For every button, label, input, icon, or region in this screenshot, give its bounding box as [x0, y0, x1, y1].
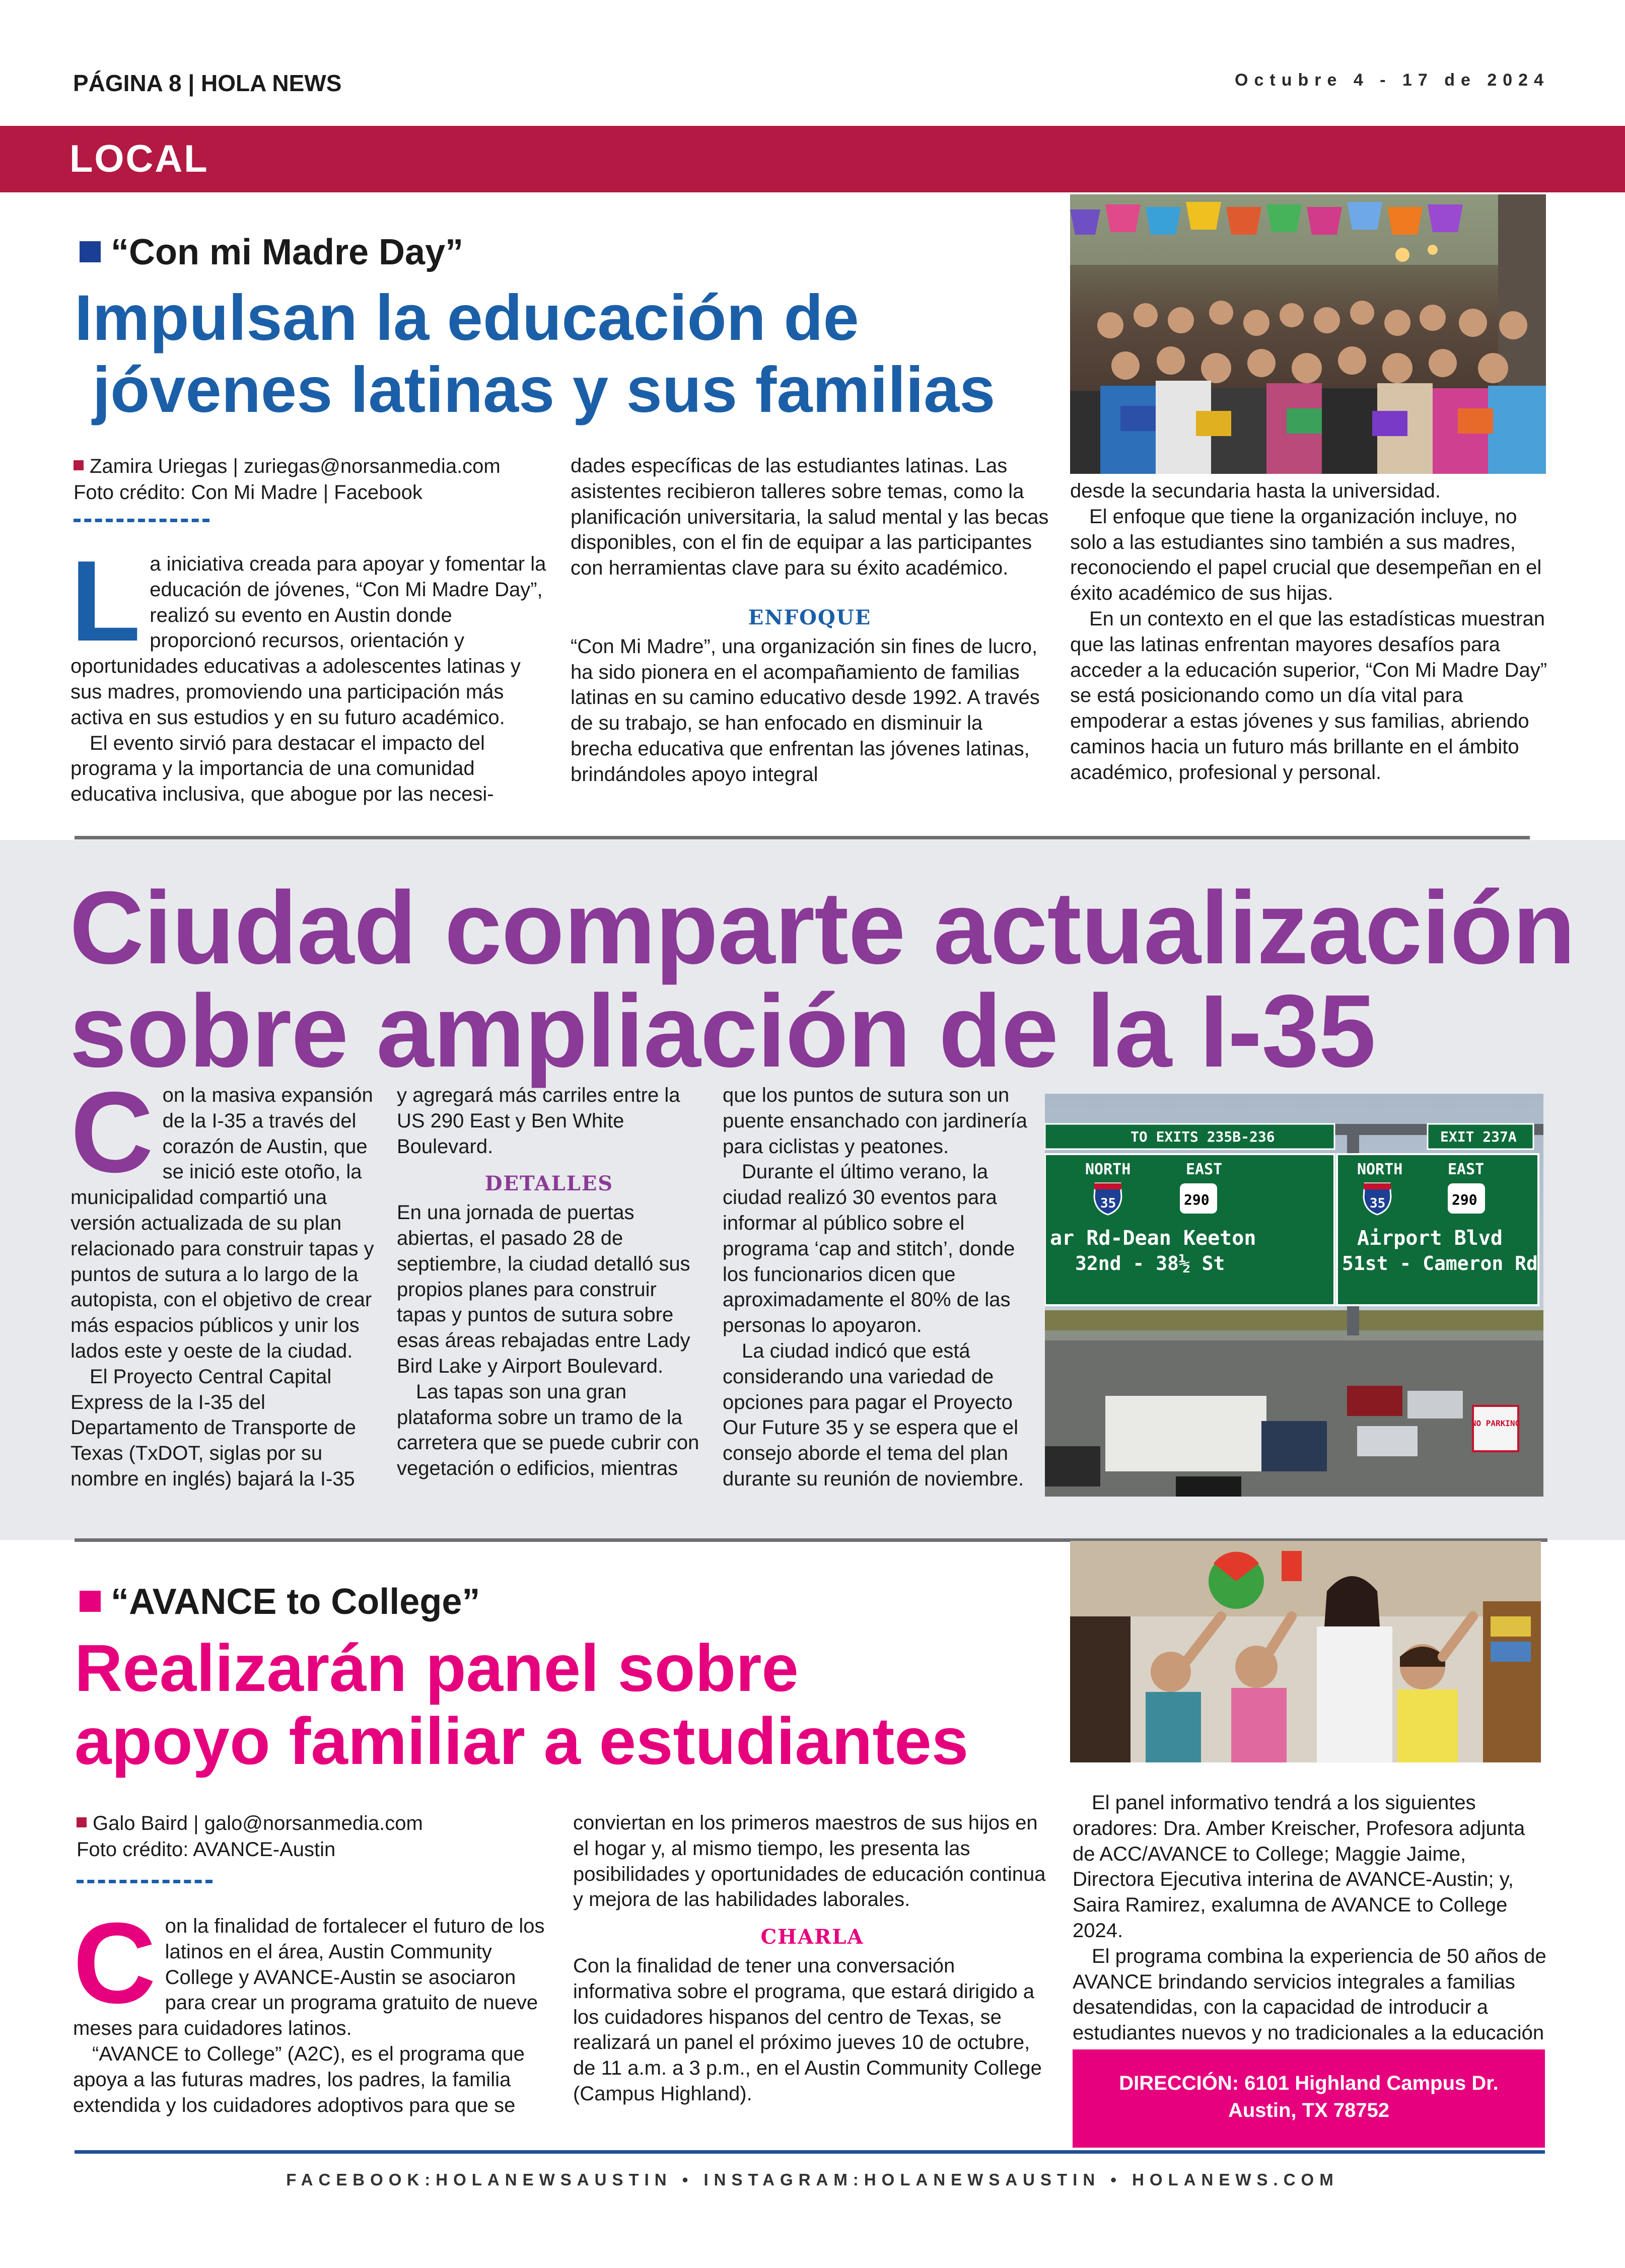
- article3-subhead: CHARLA: [760, 1925, 864, 1949]
- article3-column2: [573, 1810, 1051, 2107]
- article3-column1: [73, 1899, 551, 2118]
- article1-kicker-text: “Con mi Madre Day”: [111, 232, 464, 272]
- article2-col2-paragraph: y agregará más carriles entre la US 290 East y Ben White Boulevard.: [397, 1084, 680, 1158]
- svg-text:EAST: EAST: [1448, 1161, 1485, 1178]
- address-box: [1073, 2049, 1545, 2148]
- children-photo-icon: [1070, 1541, 1541, 1762]
- article2-headline-line2: sobre ampliación de la I-35: [69, 973, 1376, 1089]
- square-bullet-icon: [77, 1817, 87, 1827]
- article2-column2: [397, 1083, 701, 1481]
- article3-headline-line2: apoyo familiar a estudiantes: [75, 1704, 969, 1779]
- article1-col2-paragraph: “Con Mi Madre”, una organización sin fines de lucro, ha sido pionera en el acompañamiento de familias latinas en su camino educativo desde 1992. A través de su trabajo, se han enfocado en disminuir la brecha educativa que enfrentan las jóvenes latinas, brindándoles apoyo integral: [571, 635, 1040, 786]
- article3-byline: [77, 1810, 540, 1863]
- article1-author: Zamira Uriegas | zuriegas@norsanmedia.com: [90, 455, 501, 477]
- article3-author: Galo Baird | galo@norsanmedia.com: [93, 1812, 423, 1834]
- article3-col2-paragraph: Con la finalidad de tener una conversación informativa sobre el programa, que estará dirigido a los cuidadores hispanos del centro de Texas, se realizará un panel el próximo jueves 10 de octubre, de 11 a.m. a 3 p.m., en el Austin Community College (Campus Highland).: [573, 1954, 1042, 2105]
- article2-col2-paragraph: En una jornada de puertas abiertas, el pasado 28 de septiembre, la ciudad detalló sus propios planes para construir tapas y puntos de sutura sobre esas áreas rebajadas entre Lady Bird Lake y Airport Boulevard.: [397, 1201, 690, 1377]
- us-route-shield-icon: [1448, 1183, 1485, 1214]
- article3-photo-credit: Foto crédito: AVANCE-Austin: [77, 1838, 336, 1861]
- svg-text:Airport Blvd: Airport Blvd: [1357, 1227, 1503, 1250]
- svg-text:51st - Cameron Rd: 51st - Cameron Rd: [1342, 1252, 1538, 1274]
- svg-text:ar Rd-Dean Keeton: ar Rd-Dean Keeton: [1050, 1227, 1256, 1250]
- article2-dropcap: C: [70, 1069, 154, 1196]
- article1-headline-line2: jóvenes latinas y sus familias: [75, 354, 996, 427]
- article2-col1-paragraph: on la masiva expansión de la I-35 a través del corazón de Austin, que se inició este otoño, la municipalidad compartió una versión actualizada de su plan relacionado para construir tapas y puntos de sutura a lo largo de la autopista, con el objetivo de crear más espacios públicos y unir los lados este y oeste de la ciudad.: [70, 1084, 374, 1362]
- svg-text:35: 35: [1100, 1196, 1116, 1211]
- article1-col2-paragraph: dades específicas de las estudiantes latinas. Las asistentes recibieron talleres sobre temas, como la planificación universitaria, la salud mental y las becas disponibles, con el fin de equipar a las participantes con herramientas clave para su éxito académico.: [571, 455, 1049, 580]
- article1-subhead: ENFOQUE: [748, 605, 872, 629]
- section-bar: [0, 126, 1625, 192]
- article1-column1: [70, 537, 549, 807]
- article3-headline-line1: Realizarán panel sobre: [75, 1631, 799, 1705]
- article1-headline: [75, 282, 995, 427]
- section-label: LOCAL: [69, 137, 209, 180]
- article2-col2-paragraph: Las tapas son una gran plataforma sobre un tramo de la carretera que se puede cubrir con vegetación o edificios, mientras: [397, 1380, 699, 1480]
- article1-byline: [74, 453, 537, 506]
- article3-col2-paragraph: conviertan en los primeros maestros de sus hijos en el hogar y, al mismo tiempo, les presenta las posibilidades y oportunidades de educación continua y mejora de las habilidades laborales.: [573, 1812, 1046, 1911]
- footer-divider: [75, 2150, 1545, 2154]
- article3-column3: [1073, 1790, 1548, 2072]
- article2-column1: [70, 1069, 375, 1492]
- sign1-top: TO EXITS 235B-236: [1131, 1128, 1275, 1145]
- article3-photo: [1070, 1541, 1541, 1762]
- article1-col1-paragraph: El evento sirvió para destacar el impacto del programa y la importancia de una comunidad educativa inclusiva, que abogue por las necesi-: [70, 732, 494, 806]
- article1-col1-paragraph: a iniciativa creada para apoyar y fomentar la educación de jóvenes, “Con Mi Madre Day”, realizó su evento en Austin donde proporcionó recursos, orientación y oportunidades educativas a adolescentes latinas y sus madres, promoviendo una participación más activa en sus estudios y en su futuro académico.: [70, 553, 546, 729]
- article1-column3: [1070, 478, 1548, 786]
- square-bullet-icon: [80, 241, 101, 262]
- issue-date: Octubre 4 - 17 de 2024: [1235, 70, 1549, 90]
- article3-dropcap: C: [73, 1899, 156, 2027]
- article1-photo-credit: Foto crédito: Con Mi Madre | Facebook: [74, 481, 422, 504]
- article1-dropcap: L: [70, 537, 141, 665]
- highway-sign-photo-icon: [1045, 1094, 1543, 1497]
- byline-divider: [74, 519, 209, 522]
- footer-social-links: FACEBOOK:HOLANEWSAUSTIN • INSTAGRAM:HOLANEWSAUSTIN • HOLANEWS.COM: [286, 2170, 1339, 2189]
- address-line1: DIRECCIÓN: 6101 Highland Campus Dr.: [1119, 2072, 1499, 2094]
- article1-col3-paragraph: desde la secundaria hasta la universidad.: [1070, 480, 1441, 502]
- article2-column3: [723, 1083, 1027, 1492]
- article2-col3-paragraph: La ciudad indicó que está considerando una variedad de opciones para pagar el Proyecto Our Future 35 y se espera que el consejo aborde el tema del plan durante su reunión de noviembre.: [723, 1339, 1024, 1490]
- square-bullet-icon: [74, 460, 84, 470]
- article2-col3-paragraph: Durante el último verano, la ciudad realizó 30 eventos para informar al público sobre el programa ‘cap and stitch’, donde los funcionarios dicen que aproximadamente el 80% de las personas lo apoyaron.: [723, 1161, 1015, 1337]
- article3-col3-paragraph: El programa combina la experiencia de 50 años de AVANCE brindando servicios integrales a familias desatendidas, con la capacidad de introducir a estudiantes nuevos y no tradicionales a la educación: [1073, 1945, 1546, 2044]
- article3-col1-paragraph: “AVANCE to College” (A2C), es el programa que apoya a las futuras madres, los padres, la familia extendida y los cuidadores adoptivos para que se: [73, 2042, 525, 2116]
- svg-text:NORTH: NORTH: [1357, 1161, 1403, 1178]
- page-folio: PÁGINA 8 | HOLA NEWS: [73, 70, 342, 96]
- article2-photo: [1045, 1094, 1543, 1497]
- svg-text:290: 290: [1184, 1191, 1210, 1208]
- article1-headline-line1: Impulsan la educación de: [75, 282, 859, 354]
- article2-headline: [69, 870, 1575, 1089]
- svg-text:EXIT 237A: EXIT 237A: [1440, 1128, 1517, 1145]
- article1-col3-paragraph: El enfoque que tiene la organización incluye, no solo a las estudiantes sino también a sus madres, reconociendo el papel crucial que desempeñan en el éxito académico de sus hijas.: [1070, 505, 1542, 605]
- article3-kicker: [80, 1581, 480, 1622]
- article2-col1-paragraph: El Proyecto Central Capital Express de la I-35 del Departamento de Transporte de Texas (TxDOT, siglas por su nombre en inglés) bajará la I-35: [70, 1365, 357, 1490]
- svg-text:NORTH: NORTH: [1085, 1161, 1131, 1178]
- svg-text:35: 35: [1370, 1196, 1386, 1211]
- article1-column2: [571, 453, 1049, 788]
- svg-text:290: 290: [1452, 1191, 1477, 1208]
- article1-photo: [1070, 194, 1546, 474]
- article3-kicker-text: “AVANCE to College”: [111, 1582, 480, 1622]
- top-divider: [75, 836, 1530, 839]
- article3-col3-paragraph: El panel informativo tendrá a los siguientes oradores: Dra. Amber Kreischer, Profesora adjunta de ACC/AVANCE to College; Maggie Jaime, Directora Ejecutiva interina de AVANCE-Austin; y, Saira Ramirez, exalumna de AVANCE to College 2024.: [1073, 1792, 1525, 1942]
- article3-col1-paragraph: on la finalidad de fortalecer el futuro de los latinos en el área, Austin Community College y AVANCE-Austin se asociaron para crear un programa gratuito de nueve meses para cuidadores latinos.: [73, 1915, 545, 2040]
- svg-text:EAST: EAST: [1186, 1161, 1223, 1178]
- article2-col3-paragraph: que los puntos de sutura son un puente ensanchado con jardinería para ciclistas y peatones.: [723, 1084, 1027, 1158]
- no-parking-sign: NO PARKING: [1471, 1419, 1520, 1428]
- article2-subhead: DETALLES: [484, 1172, 614, 1196]
- svg-text:32nd - 38½ St: 32nd - 38½ St: [1075, 1252, 1225, 1274]
- group-photo-icon: [1070, 194, 1546, 474]
- us-route-shield-icon: [1180, 1183, 1217, 1214]
- article1-col3-paragraph: En un contexto en el que las estadísticas muestran que las latinas enfrentan mayores desafíos para acceder a la educación superior, “Con Mi Madre Day” se está posicionando como un día vital para empoderar a estas jóvenes y sus familias, abriendo caminos hacia un futuro más brillante en el ámbito académico, profesional y personal.: [1070, 607, 1547, 784]
- address-line2: Austin, TX 78752: [1228, 2099, 1390, 2121]
- article3-headline: [75, 1632, 968, 1778]
- article1-kicker: [80, 232, 463, 273]
- square-bullet-icon: [80, 1591, 101, 1612]
- article2-headline-line1: Ciudad comparte actualización: [69, 870, 1575, 985]
- byline-divider: [77, 1880, 213, 1883]
